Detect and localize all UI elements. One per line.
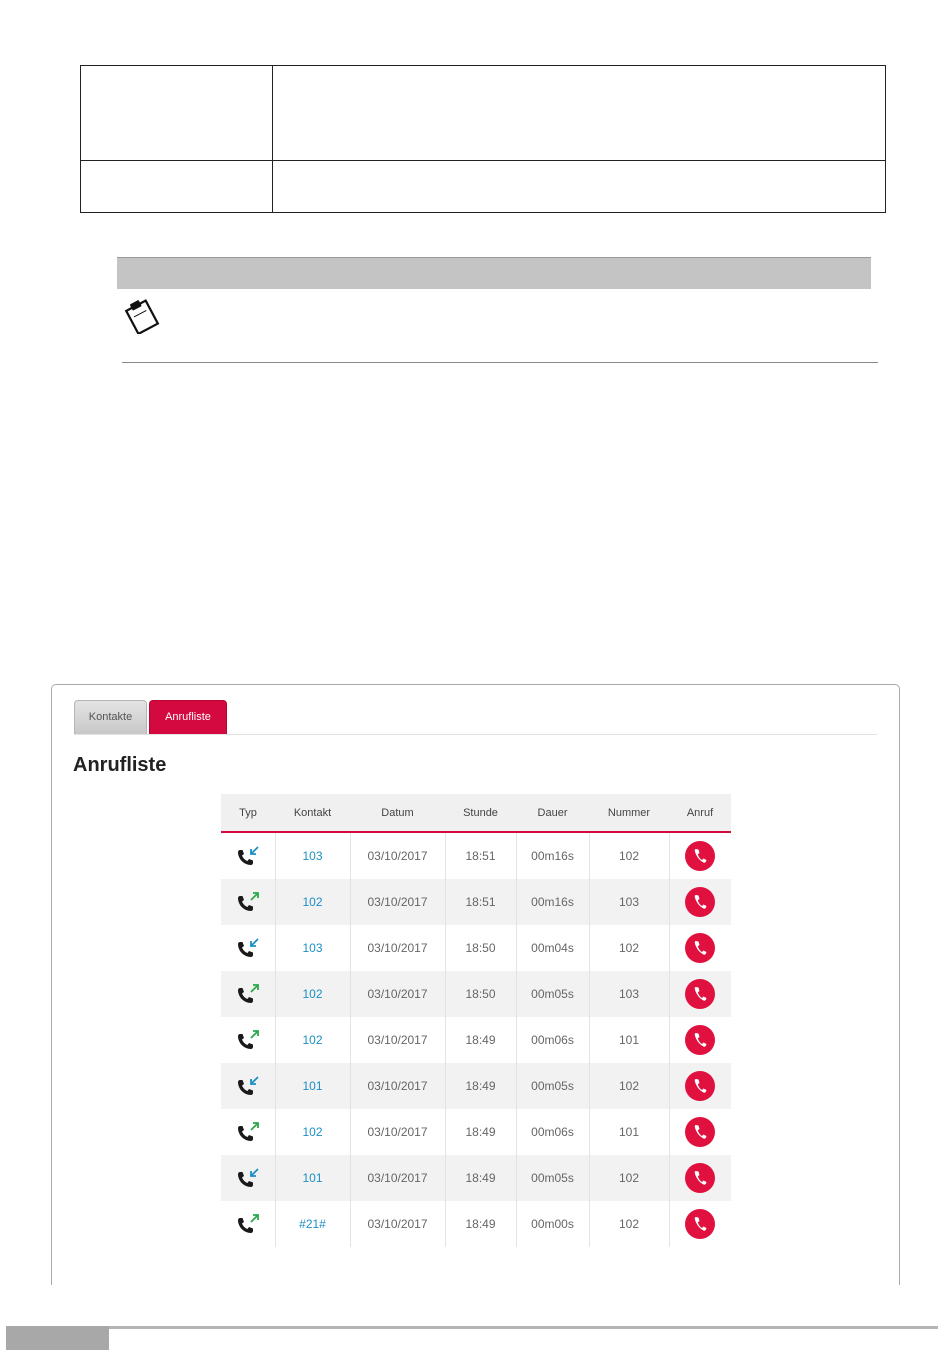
call-type-cell — [221, 1109, 275, 1155]
table-row — [221, 925, 731, 971]
info-table-cell — [273, 161, 886, 213]
date-cell: 03/10/2017 — [350, 1063, 445, 1109]
note-divider — [122, 362, 878, 363]
time-cell: 18:49 — [445, 1109, 516, 1155]
duration-cell: 00m06s — [516, 1017, 589, 1063]
table-row — [221, 971, 731, 1017]
call-action-cell — [669, 1109, 731, 1155]
call-action-cell — [669, 879, 731, 925]
column-header-stunde: Stunde — [445, 794, 516, 832]
contact-link[interactable]: 102 — [275, 971, 350, 1017]
date-cell: 03/10/2017 — [350, 832, 445, 879]
contact-link[interactable]: 102 — [275, 1109, 350, 1155]
duration-cell: 00m05s — [516, 1063, 589, 1109]
phone-call-icon[interactable] — [685, 933, 715, 963]
info-table — [80, 65, 886, 213]
phone-outgoing-icon — [237, 891, 259, 913]
column-header-dauer: Dauer — [516, 794, 589, 832]
phone-outgoing-icon — [237, 1213, 259, 1235]
contact-link[interactable]: 101 — [275, 1063, 350, 1109]
call-type-cell — [221, 925, 275, 971]
time-cell: 18:51 — [445, 879, 516, 925]
call-type-cell — [221, 879, 275, 925]
call-action-cell — [669, 1155, 731, 1201]
call-action-cell — [669, 1063, 731, 1109]
duration-cell: 00m05s — [516, 1155, 589, 1201]
number-cell: 103 — [589, 971, 669, 1017]
tab-kontakte[interactable]: Kontakte — [74, 700, 147, 734]
table-row — [221, 832, 731, 879]
call-action-cell — [669, 832, 731, 879]
call-action-cell — [669, 925, 731, 971]
table-row — [221, 879, 731, 925]
column-header-kontakt: Kontakt — [275, 794, 350, 832]
phone-incoming-icon — [237, 845, 259, 867]
contact-link[interactable]: #21# — [275, 1201, 350, 1247]
number-cell: 102 — [589, 925, 669, 971]
page-title: Anrufliste — [73, 754, 167, 776]
phone-outgoing-icon — [237, 983, 259, 1005]
phone-outgoing-icon — [237, 1029, 259, 1051]
phone-incoming-icon — [237, 1075, 259, 1097]
phone-outgoing-icon — [237, 1121, 259, 1143]
phone-call-icon[interactable] — [685, 1117, 715, 1147]
table-row — [221, 1201, 731, 1247]
info-table-cell — [273, 66, 886, 161]
date-cell: 03/10/2017 — [350, 1109, 445, 1155]
date-cell: 03/10/2017 — [350, 1155, 445, 1201]
duration-cell: 00m05s — [516, 971, 589, 1017]
table-row — [221, 1155, 731, 1201]
phone-call-icon[interactable] — [685, 979, 715, 1009]
phone-incoming-icon — [237, 1167, 259, 1189]
info-table-row — [81, 161, 886, 213]
tab-bar — [74, 700, 877, 735]
number-cell: 103 — [589, 879, 669, 925]
contact-link[interactable]: 101 — [275, 1155, 350, 1201]
phone-incoming-icon — [237, 937, 259, 959]
column-header-datum: Datum — [350, 794, 445, 832]
contact-link[interactable]: 102 — [275, 879, 350, 925]
duration-cell: 00m06s — [516, 1109, 589, 1155]
number-cell: 101 — [589, 1109, 669, 1155]
time-cell: 18:50 — [445, 925, 516, 971]
date-cell: 03/10/2017 — [350, 1017, 445, 1063]
call-type-cell — [221, 1063, 275, 1109]
duration-cell: 00m00s — [516, 1201, 589, 1247]
number-cell: 102 — [589, 1201, 669, 1247]
time-cell: 18:50 — [445, 971, 516, 1017]
date-cell: 03/10/2017 — [350, 879, 445, 925]
date-cell: 03/10/2017 — [350, 1201, 445, 1247]
contact-link[interactable]: 103 — [275, 832, 350, 879]
column-header-anruf: Anruf — [669, 794, 731, 832]
number-cell: 102 — [589, 832, 669, 879]
number-cell: 102 — [589, 1063, 669, 1109]
table-row — [221, 1063, 731, 1109]
phone-call-icon[interactable] — [685, 841, 715, 871]
date-cell: 03/10/2017 — [350, 925, 445, 971]
table-header-row — [221, 794, 731, 832]
contact-link[interactable]: 102 — [275, 1017, 350, 1063]
info-table-cell — [81, 66, 273, 161]
time-cell: 18:49 — [445, 1155, 516, 1201]
column-header-typ: Typ — [221, 794, 275, 832]
call-type-cell — [221, 1017, 275, 1063]
info-table-cell — [81, 161, 273, 213]
table-row — [221, 1017, 731, 1063]
call-type-cell — [221, 971, 275, 1017]
duration-cell: 00m16s — [516, 832, 589, 879]
time-cell: 18:49 — [445, 1063, 516, 1109]
column-header-nummer: Nummer — [589, 794, 669, 832]
call-type-cell — [221, 1201, 275, 1247]
table-row — [221, 1109, 731, 1155]
phone-call-icon[interactable] — [685, 1163, 715, 1193]
number-cell: 102 — [589, 1155, 669, 1201]
call-action-cell — [669, 1201, 731, 1247]
call-type-cell — [221, 1155, 275, 1201]
clipboard-note-icon — [121, 296, 163, 334]
call-list-body — [221, 832, 731, 1247]
call-list-panel — [51, 684, 900, 1285]
call-action-cell — [669, 1017, 731, 1063]
time-cell: 18:49 — [445, 1017, 516, 1063]
footer-page-block — [6, 1326, 109, 1350]
phone-call-icon[interactable] — [685, 1209, 715, 1239]
call-list-table — [221, 794, 731, 1247]
footer-rule — [6, 1326, 938, 1329]
call-type-cell — [221, 832, 275, 879]
time-cell: 18:49 — [445, 1201, 516, 1247]
time-cell: 18:51 — [445, 832, 516, 879]
duration-cell: 00m16s — [516, 879, 589, 925]
call-action-cell — [669, 971, 731, 1017]
phone-call-icon[interactable] — [685, 1071, 715, 1101]
note-header-bar — [117, 257, 871, 289]
date-cell: 03/10/2017 — [350, 971, 445, 1017]
duration-cell: 00m04s — [516, 925, 589, 971]
phone-call-icon[interactable] — [685, 1025, 715, 1055]
number-cell: 101 — [589, 1017, 669, 1063]
tab-anrufliste[interactable]: Anrufliste — [149, 700, 227, 734]
phone-call-icon[interactable] — [685, 887, 715, 917]
contact-link[interactable]: 103 — [275, 925, 350, 971]
info-table-row — [81, 66, 886, 161]
